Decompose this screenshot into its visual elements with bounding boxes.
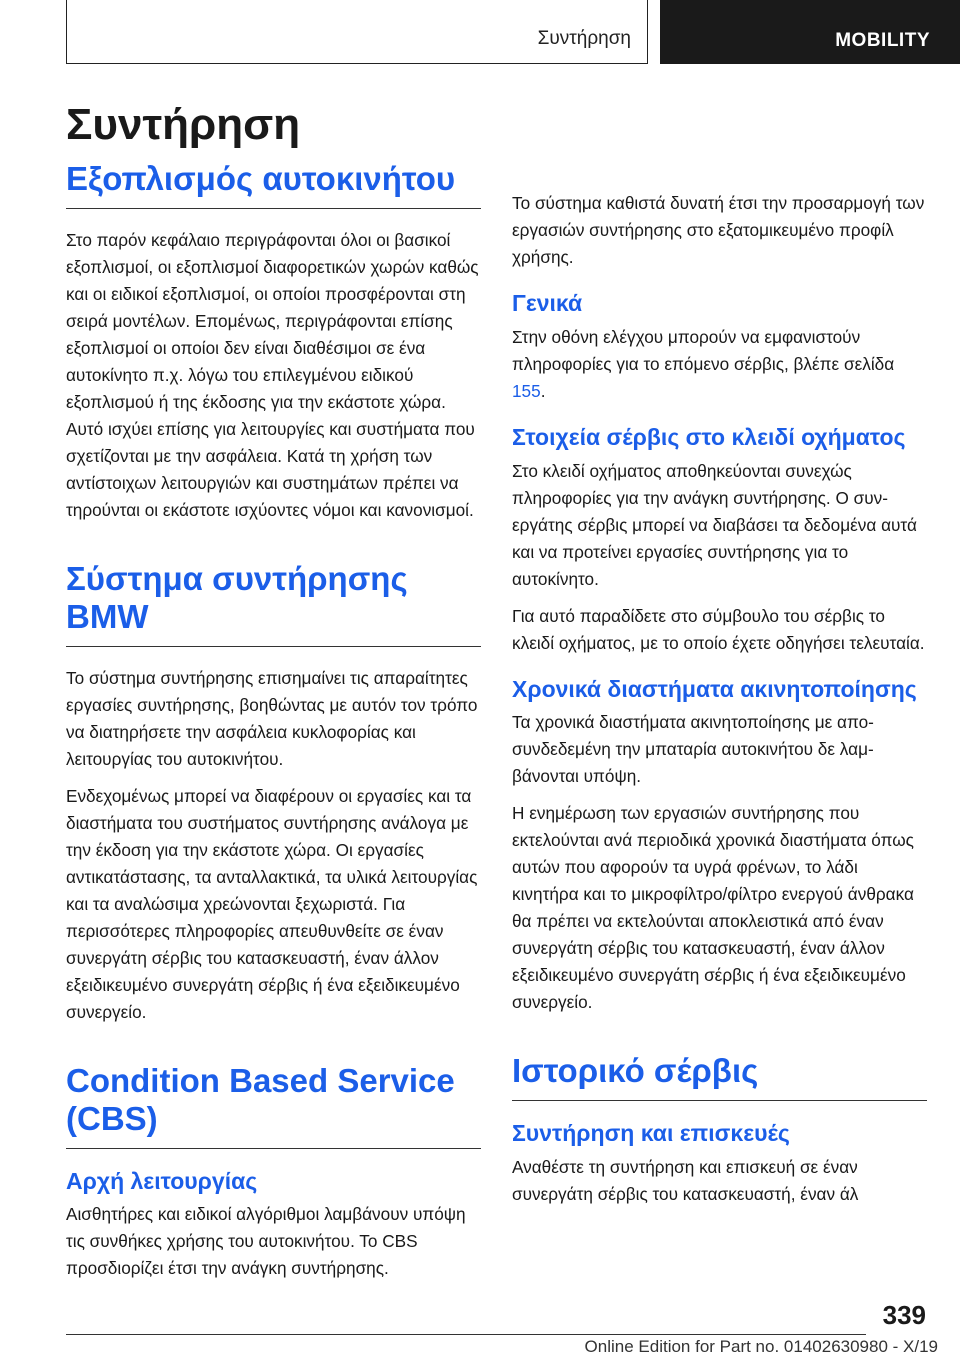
paragraph-key-2: Για αυτό παραδίδετε στο σύμβουλο του σέρβις το κλειδί οχήματος, με το οποίο έχετε οδηγήσει τελευταία. — [512, 605, 925, 653]
header-tab-label: MOBILITY — [835, 30, 930, 51]
page-title: Συντήρηση — [66, 100, 301, 149]
header-section-box — [66, 0, 648, 64]
paragraph-general — [512, 324, 927, 405]
paragraph-key-1: Στο κλειδί οχήματος αποθηκεύονται συνεχώς πληροφορίες για την ανάγκη συντήρησης. Ο συνεργάτης σέρβις μπορεί να διαβάσει τα δεδομένα αυτά και να προτείνει εργασίες συντήρησης για το αυτοκίνητο. — [512, 460, 917, 589]
subheading-maintenance-repairs: Συντήρηση και επισκευές — [512, 1120, 790, 1147]
heading-bmw-maintenance: Σύστημα συντήρησης BMW — [66, 560, 481, 647]
footer-edition: Online Edition for Part no. 01402630980 - X/19 — [584, 1337, 938, 1356]
subheading-idle-periods: Χρονικά διαστήματα ακινητοποίησης — [512, 675, 917, 702]
heading-equipment: Εξοπλισμός αυτοκινήτου — [66, 160, 481, 209]
paragraph-bmw-2: Ενδεχομένως μπορεί να διαφέρουν οι εργασίες και τα διαστήματα του συστήματος συντήρησης ανάλογα με την έκδοση για την εκάστοτε χώρα. Οι εργασίες αντικατάστασης, τα ανταλλακτικά, τα υλικά λειτουργίας και τα αναλώσιμα χρεώνονται ξεχωριστά. Για περισσότερες πληροφορίες απευθυνθείτε σε έναν συνεργάτη σέρβις του κατασκευαστή, έναν άλλον εξειδικευμένο συνεργάτη σέρβις ή ένα εξειδικευμένο συνεργείο. — [66, 785, 478, 1022]
subheading-key-data: Στοιχεία σέρβις στο κλειδί οχήματος — [512, 423, 906, 450]
paragraph-equipment: Στο παρόν κεφάλαιο περιγράφονται όλοι οι βασικοί εξοπλισμοί, οι εξοπλισμοί διαφορετικών χωρών καθώς και οι ειδικοί εξοπλισμοί, οι οποίοι προσφέρονται στη σειρά μοντέλων. Επομένως, περιγράφονται επίσης εξοπλισμοί οι οποίοι δεν είναι διαθέσιμοι σε ένα αυτοκίνητο π.χ. λόγω του επιλεγμένου ειδικού εξοπλισμού ή της έκδοσης για την εκάστοτε χώρα. Αυτό ισχύει επίσης για λειτουργίες και συστήματα που σχετίζονται με την ασφάλεια. Κατά τη χρήση των αντίστοιχων λειτουργιών και συστημάτων πρέπει να τηρούνται οι εκάστοτε ισχύοντες νόμοι και κανονισμοί. — [66, 229, 479, 520]
paragraph-bmw-1: Το σύστημα συντήρησης επισημαίνει τις απαραίτητες εργασίες συντήρησης, βοηθώντας με αυτόν τον τρόπο να διατηρήσετε την ασφάλεια κυκλοφορίας και λειτουργίας του αυτοκινήτου. — [66, 667, 478, 769]
paragraph-intro: Το σύστημα καθιστά δυνατή έτσι την προσαρμογή των εργασιών συντήρησης στο εξατομικευμένο προφίλ χρήσης. — [512, 193, 925, 267]
paragraph-idle-1: Τα χρονικά διαστήματα ακινητοποίησης με αποσυνδεδεμένη την μπαταρία αυτοκινήτου δε λαμβάνονται υπόψη. — [512, 712, 874, 787]
paragraph-maintenance: Αναθέστε τη συντήρηση και επισκευή σε έναν συνεργάτη σέρβις του κατασκευαστή, έναν άλ — [512, 1156, 859, 1204]
page-link-155[interactable]: 155 — [512, 380, 541, 401]
right-column — [512, 190, 927, 1218]
footer-divider — [66, 1334, 866, 1335]
page-number: 339 — [882, 1300, 926, 1330]
general-suffix: . — [540, 380, 546, 401]
heading-service-history: Ιστορικό σέρβις — [512, 1052, 927, 1101]
subheading-principle: Αρχή λειτουργίας — [66, 1167, 258, 1194]
header-category-tab[interactable] — [660, 0, 960, 64]
header-section-title: Συντήρηση — [537, 28, 631, 49]
left-column — [66, 160, 481, 1292]
paragraph-principle: Αισθητήρες και ειδικοί αλγόριθμοι λαμβάνουν υπόψη τις συνθήκες χρήσης του αυτοκινήτου. Το CBS προσδιορίζει έτσι την ανάγκη συντήρησης. — [66, 1204, 466, 1279]
general-text: Στην οθόνη ελέγχου μπορούν να εμφανιστούν πληροφορίες για το επόμενο σέρβις, βλέπε σελίδα — [512, 326, 895, 374]
paragraph-idle-2: Η ενημέρωση των εργασιών συντήρησης που εκτελούνται ανά περιοδικά χρονικά διαστήματα όπως αυτών που αφορούν τα υγρά φρένων, το λάδι κινητήρα και το μικροφίλτρο/φίλτρο ενεργού άνθρακα θα πρέπει να εκτελούνται αποκλειστικά από έναν συνεργάτη σέρβις του κατασκευαστή, έναν άλλον εξειδικευμένο συνεργάτη σέρβις ή ένα εξειδικευμένο συνεργείο. — [512, 803, 914, 1013]
subheading-general: Γενικά — [512, 290, 583, 316]
heading-cbs: Condition Based Service (CBS) — [66, 1062, 481, 1149]
